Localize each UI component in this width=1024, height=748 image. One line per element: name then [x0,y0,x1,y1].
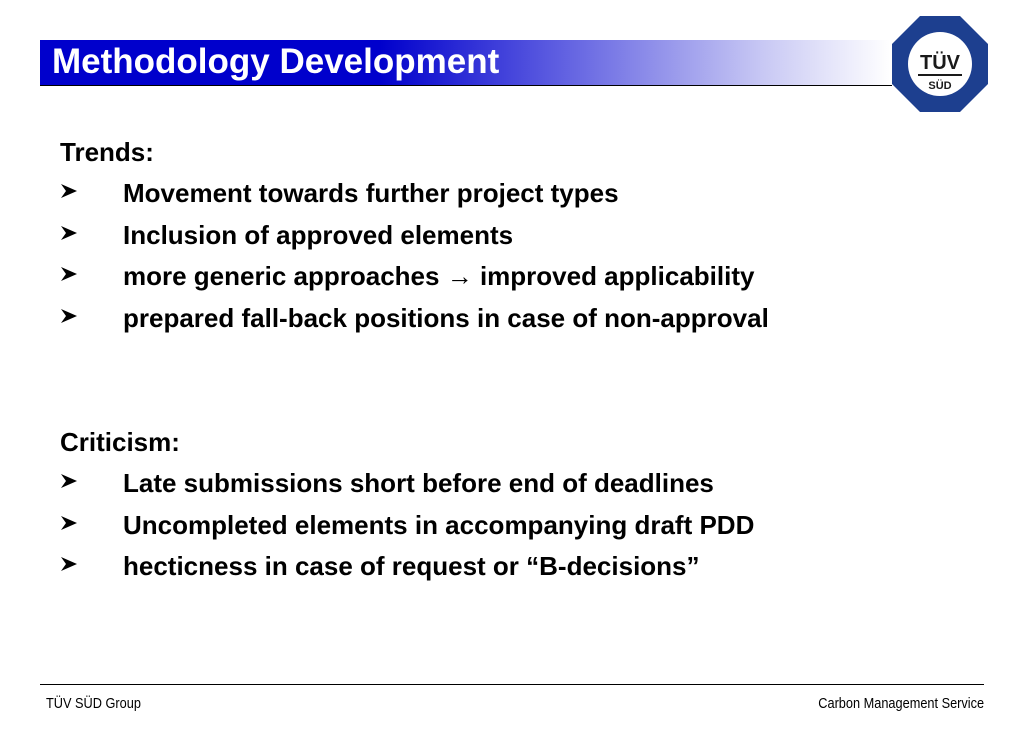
list-item [60,174,619,216]
logo-text-sud: SÜD [928,80,952,92]
trends-heading: Trends: [60,137,154,167]
trends-section [60,137,769,341]
list-item [60,464,714,506]
tuv-sud-logo [890,14,990,114]
arrowhead-bullet-icon [60,225,78,241]
bullet-text-before: more generic approaches [123,261,440,292]
arrowhead-bullet-icon [60,183,78,199]
bullet-text: hecticness in case of request or “B-decisions” [123,551,700,582]
arrowhead-bullet-icon [60,308,78,324]
arrowhead-bullet-icon [60,515,78,531]
bullet-text-after: improved applicability [479,261,755,292]
footer-divider [40,684,984,685]
title-underline [40,85,892,86]
criticism-section [60,427,755,589]
bullet-text: Inclusion of approved elements [123,219,514,250]
arrowhead-bullet-icon [60,473,78,489]
title-bar [40,40,890,86]
bullet-text: Movement towards further project types [123,178,619,208]
arrowhead-bullet-icon [60,556,78,572]
right-arrow-icon: → [446,261,473,292]
list-item [60,216,514,258]
list-item [60,506,755,548]
bullet-text: prepared fall-back positions in case of non-approval [123,303,769,334]
list-item [60,547,700,589]
bullet-text: Uncompleted elements in accompanying draft PDD [123,509,755,540]
bullet-text [123,261,754,291]
footer-department: Carbon Management Service [818,695,984,712]
logo-text-tuv: TÜV [920,52,960,74]
trends-list [60,174,769,341]
bullet-text: Late submissions short before end of deadlines [123,468,714,498]
arrowhead-bullet-icon [60,266,78,282]
criticism-heading: Criticism: [60,427,180,457]
footer-company: TÜV SÜD Group [46,695,141,712]
list-item [60,257,755,299]
slide-title: Methodology Development [52,42,500,81]
criticism-list [60,464,755,589]
list-item [60,299,769,341]
